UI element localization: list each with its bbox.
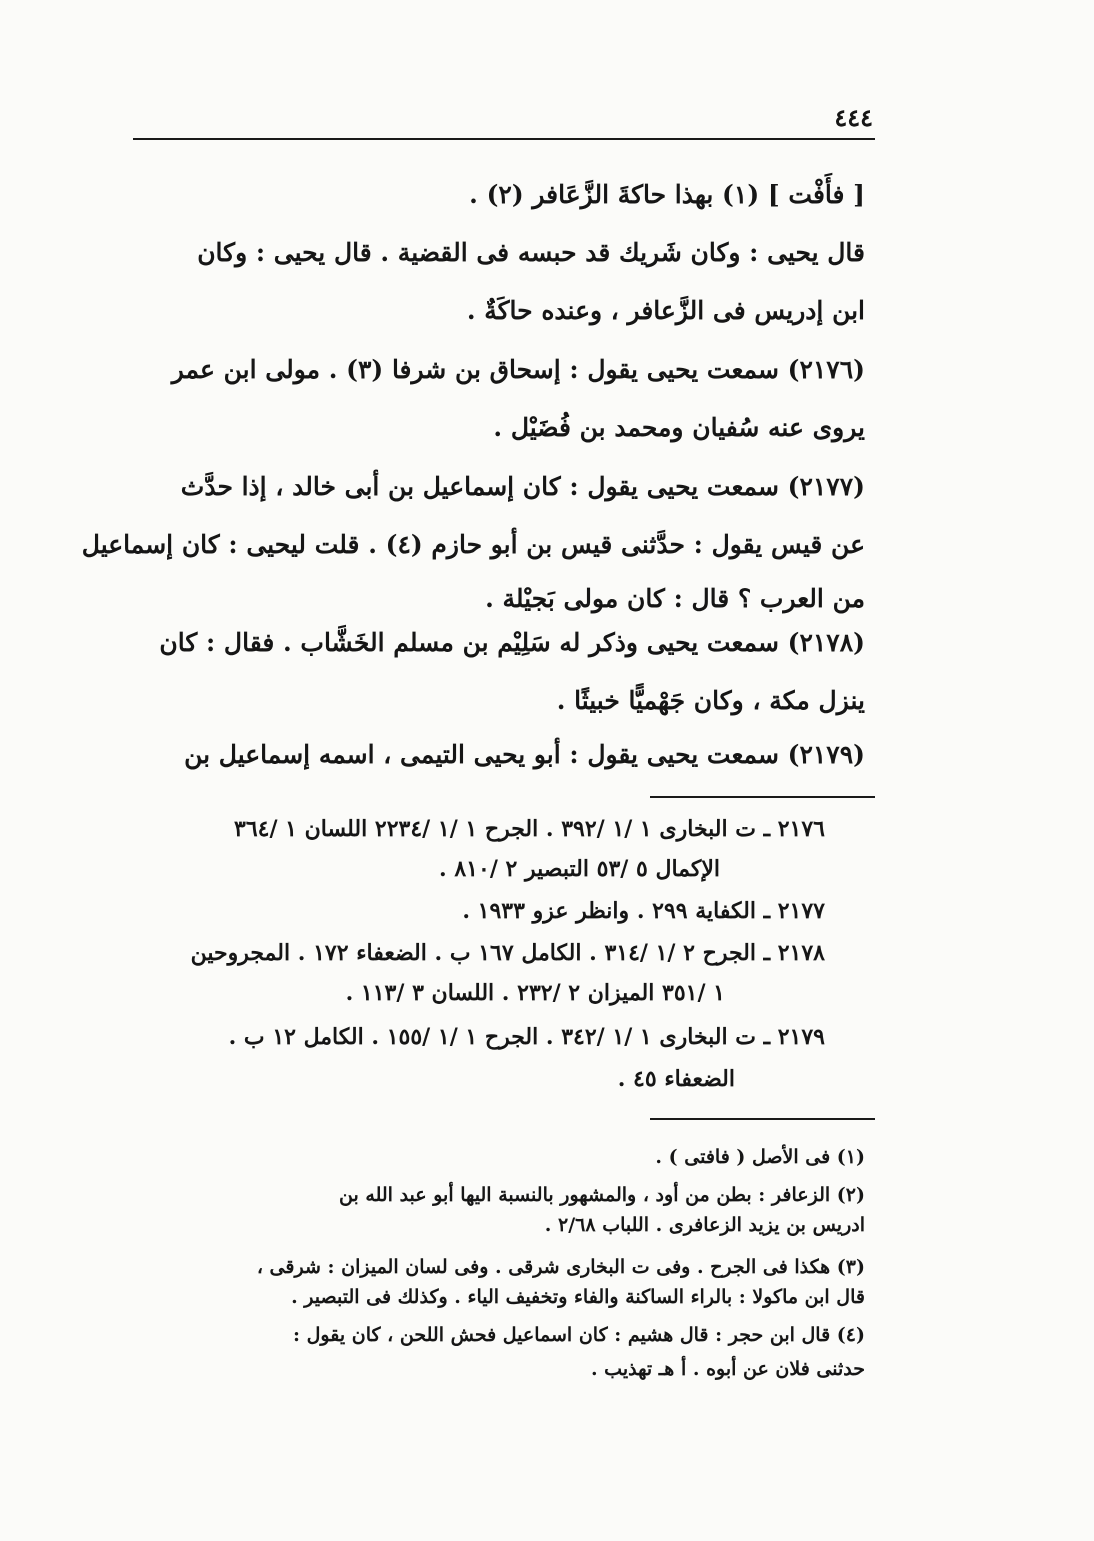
footnote-line: ادريس بن يزيد الزعافرى . اللباب ٢/٦٨ . xyxy=(544,1214,865,1236)
reference-note-line: ٢١٧٧ ـ الكفاية ٢٩٩ . وانظر عزو ١٩٣٣ . xyxy=(462,898,825,924)
main-text-line: من العرب ؟ قال : كان مولى بَجيْلة . xyxy=(485,584,865,613)
main-text-line: يروى عنه سُفيان ومحمد بن فُضَيْل . xyxy=(493,413,865,442)
main-text-line: (٢١٧٦) سمعت يحيى يقول : إسحاق بن شرفا (٣) . مولى ابن عمر xyxy=(171,355,865,384)
footnote-line: قال ابن ماكولا : بالراء الساكنة والفاء وتخفيف الياء . وكذلك فى التبصير . xyxy=(291,1286,865,1308)
header-rule xyxy=(133,138,875,140)
main-text-line: عن قيس يقول : حدَّثنى قيس بن أبو حازم (٤) . قلت ليحيى : كان إسماعيل xyxy=(81,530,865,559)
footnote-line: (٣) هكذا فى الجرح . وفى ت البخارى شرقى . وفى لسان الميزان : شرقى ، xyxy=(256,1256,865,1278)
footnotes-rule xyxy=(650,1118,875,1120)
reference-note-line: ٢١٧٦ ـ ت البخارى ١ /١ /٣٩٢ . الجرح ١ /١ /٢٢٣٤ اللسان ١ /٣٦٤ xyxy=(234,816,825,842)
reference-note-line: ١ /٣٥١ الميزان ٢ /٢٣٢ . اللسان ٣ /١١٣ . xyxy=(345,980,725,1006)
reference-note-line: ٢١٧٩ ـ ت البخارى ١ /١ /٣٤٢ . الجرح ١ /١ /١٥٥ . الكامل ١٢ ب . xyxy=(228,1024,825,1050)
reference-note-line: ٢١٧٨ ـ الجرح ٢ /١ /٣١٤ . الكامل ١٦٧ ب . الضعفاء ١٧٢ . المجروحين xyxy=(190,940,825,966)
footnote-line: (٤) قال ابن حجر : قال هشيم : كان اسماعيل فحش اللحن ، كان يقول : xyxy=(292,1324,865,1346)
main-text-line: ابن إدريس فى الزَّعافر ، وعنده حاكَةٌ . xyxy=(466,296,865,325)
references-rule xyxy=(650,796,875,798)
main-text-line: [ فأَفْت ] (١) بهذا حاكةَ الزَّعَافر (٢) . xyxy=(469,180,865,209)
page-number: ٤٤٤ xyxy=(834,103,873,132)
main-text-line: (٢١٧٨) سمعت يحيى وذكر له سَلِيْم بن مسلم الخَشَّاب . فقال : كان xyxy=(159,628,865,657)
main-text-line: (٢١٧٧) سمعت يحيى يقول : كان إسماعيل بن أبى خالد ، إذا حدَّث xyxy=(180,472,865,501)
main-text-line: (٢١٧٩) سمعت يحيى يقول : أبو يحيى التيمى ، اسمه إسماعيل بن xyxy=(184,740,865,769)
reference-note-line: الإكمال ٥ /٥٣ التبصير ٢ /٨١٠ . xyxy=(439,856,720,882)
footnote-line: (١) فى الأصل ( فافتى ) . xyxy=(655,1146,865,1168)
reference-note-line: الضعفاء ٤٥ . xyxy=(617,1066,735,1092)
footnote-line: حدثنى فلان عن أبوه . أ هـ تهذيب . xyxy=(590,1358,865,1380)
main-text-line: قال يحيى : وكان شَريك قد حبسه فى القضية . قال يحيى : وكان xyxy=(197,238,865,267)
footnote-line: (٢) الزعافر : بطن من أود ، والمشهور بالنسبة اليها أبو عبد الله بن xyxy=(339,1184,865,1206)
main-text-line: ينزل مكة ، وكان جَهْميًّا خبيثًا . xyxy=(556,686,865,715)
